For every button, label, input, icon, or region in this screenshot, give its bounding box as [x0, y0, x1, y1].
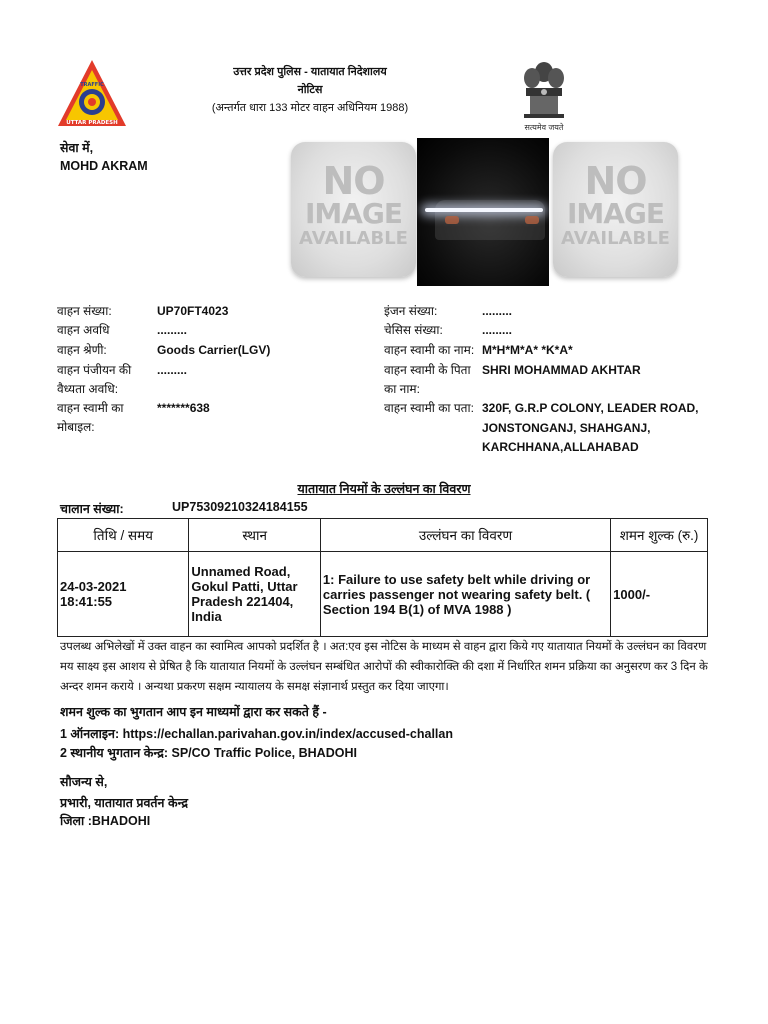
owner-address-label: वाहन स्वामी का पता: [384, 401, 474, 415]
owner-father: SHRI MOHAMMAD AKHTAR [482, 363, 641, 377]
engine-number: ......... [482, 304, 513, 318]
vehicle-class-label: वाहन श्रेणी: [57, 343, 107, 357]
owner-mobile-label-1: वाहन स्वामी का [57, 401, 124, 415]
chassis-label: चेसिस संख्या: [384, 323, 443, 337]
column-header-description: उल्लंघन का विवरण [320, 519, 610, 552]
payment-online: 1 ऑनलाइन: https://echallan.parivahan.gov.in/index/accused-challan [60, 727, 453, 741]
header-title: उत्तर प्रदेश पुलिस - यातायात निदेशालय [233, 66, 387, 78]
challan-number-label: चालान संख्या: [60, 502, 124, 516]
table-header-row [58, 519, 708, 552]
violation-place: Unnamed Road, Gokul Patti, Uttar Pradesh 221404, India [189, 552, 321, 637]
owner-address-line-3: KARCHHANA,ALLAHABAD [482, 440, 639, 454]
notice-text: उपलब्ध अभिलेखों में उक्त वाहन का स्वामित्व आपको प्रदर्शित है । अत:एव इस नोटिस के माध्यम से वाहन द्वारा किये गए यातायात नियमों के उल्लंघन का विवरण मय साक्ष्य इस आशय से प्रेषित है कि यातायात नियमों के उल्लंघन सम्बंधित आरोपों की स्वीकारोक्ति की दशा में निर्धारित शमन प्रक्रिया का अनुसरण कर 3 दिन के अन्दर शमन कराये । अन्यथा प्रकरण सक्षम न्यायालय के समक्ष संज्ञानार्थ प्रस्तुत कर दिया जाएगा। [60, 641, 708, 693]
violation-fine: 1000/- [611, 552, 708, 637]
owner-name: M*H*M*A* *K*A* [482, 343, 573, 357]
challan-number: UP75309210324184155 [172, 500, 308, 514]
violation-time: 18:41:55 [60, 594, 113, 609]
signature-district: जिला :BHADOHI [60, 814, 151, 828]
signature-courtesy: सौजन्य से, [60, 775, 108, 789]
signature-officer: प्रभारी, यातायात प्रवर्तन केन्द्र [60, 796, 189, 810]
violation-description: 1: Failure to use safety belt while driving or carries passenger not wearing safety belt. ( Section 194 B(1) of MVA 1988 ) [320, 552, 610, 637]
notice-header [190, 64, 430, 115]
traffic-police-logo [56, 58, 128, 130]
recipient-name: MOHD AKRAM [60, 159, 148, 173]
owner-father-label-1: वाहन स्वामी के पिता [384, 363, 471, 377]
logo-bottom-text: UTTAR PRADESH [66, 120, 118, 126]
reg-validity-label-2: वैध्यता अवधि: [57, 382, 119, 396]
reg-validity-label-1: वाहन पंजीयन की [57, 363, 132, 377]
violation-date: 24-03-2021 [60, 579, 127, 594]
owner-name-label: वाहन स्वामी का नाम: [384, 343, 475, 357]
salutation: सेवा में, [60, 141, 94, 155]
column-header-datetime: तिथि / समय [58, 519, 189, 552]
column-header-place: स्थान [189, 519, 321, 552]
header-act: (अन्तर्गत धारा 133 मोटर वाहन अधिनियम 1988) [211, 102, 409, 114]
no-image-placeholder-left: NO IMAGE AVAILABLE [291, 142, 416, 277]
owner-address-line-2: JONSTONGANJ, SHAHGANJ, [482, 421, 651, 435]
owner-father-label-2: का नाम: [384, 382, 420, 396]
no-image-placeholder-right: NO IMAGE AVAILABLE [553, 142, 678, 277]
violation-datetime [58, 552, 189, 637]
violation-table [57, 518, 708, 637]
violation-section-title: यातायात नियमों के उल्लंघन का विवरण [297, 482, 471, 496]
owner-mobile-label-2: मोबाइल: [57, 420, 95, 434]
owner-mobile: *******638 [157, 401, 210, 415]
engine-label: इंजन संख्या: [384, 304, 438, 318]
vehicle-number-label: वाहन संख्या: [57, 304, 112, 318]
reg-validity: ......... [157, 363, 188, 377]
vehicle-age-label: वाहन अवधि [57, 323, 110, 337]
chassis-number: ......... [482, 323, 513, 337]
column-header-fine: शमन शुल्क (रु.) [611, 519, 708, 552]
vehicle-class: Goods Carrier(LGV) [157, 343, 271, 357]
national-emblem-icon [518, 58, 570, 120]
vehicle-age: ......... [157, 323, 188, 337]
header-notice: नोटिस [297, 84, 323, 96]
table-row [58, 552, 708, 637]
emblem-motto: सत्यमेव जयते [524, 123, 564, 132]
vehicle-photo [417, 138, 549, 286]
payment-title: शमन शुल्क का भुगतान आप इन माध्यमों द्वारा कर सकते हैं - [60, 705, 327, 719]
logo-top-text: TRAFFIC [80, 82, 104, 88]
owner-address-line-1: 320F, G.R.P COLONY, LEADER ROAD, [482, 401, 699, 415]
vehicle-number: UP70FT4023 [157, 304, 229, 318]
payment-local-centre: 2 स्थानीय भुगतान केन्द्र: SP/CO Traffic Police, BHADOHI [60, 746, 357, 760]
